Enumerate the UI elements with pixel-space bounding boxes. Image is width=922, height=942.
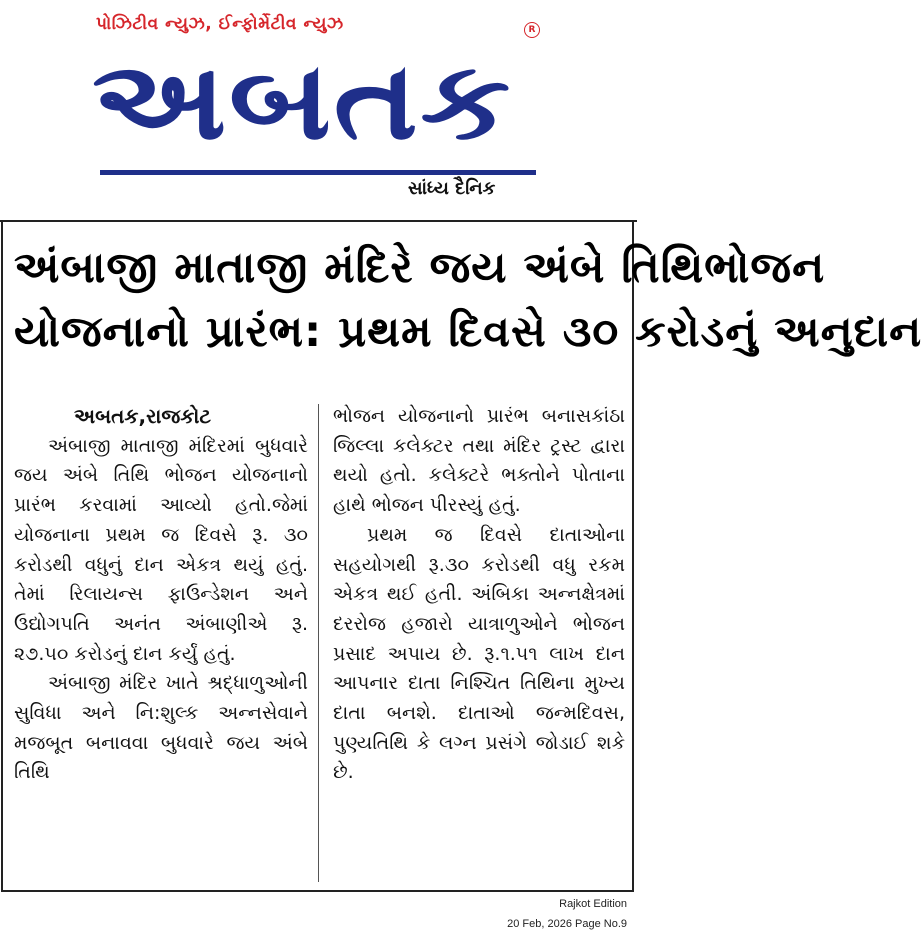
headline-line-1: અંબાજી માતાજી મંદિરે જય અંબે તિથિભોજન xyxy=(14,243,826,293)
date-page-label: 20 Feb, 2026 Page No.9 xyxy=(507,918,627,930)
article-headline xyxy=(14,236,922,364)
masthead xyxy=(0,0,637,218)
registered-trademark-icon: R xyxy=(524,22,540,38)
article-column-left xyxy=(14,402,308,788)
publication-type: સાંધ્ય દૈનિક xyxy=(408,178,496,199)
article-byline: અબતક,રાજકોટ xyxy=(74,404,212,428)
masthead-tagline: પોઝિટીવ ન્યુઝ, ઈન્ફોર્મેટીવ ન્યુઝ xyxy=(96,14,344,34)
column-divider xyxy=(318,404,319,882)
headline-line-2: યોજનાનો પ્રારંભ: પ્રથમ દિવસે ૩૦ કરોડનું અનુદાન xyxy=(14,307,922,357)
article-paragraph: અંબાજી મંદિર ખાતે શ્રદ્ધાળુઓની સુવિધા અને નિ:શુલ્ક અન્નસેવાને મજબૂત બનાવવા બુધવારે જય અંબે તિથિ xyxy=(14,672,308,784)
article-column-right xyxy=(333,402,625,788)
edition-label: Rajkot Edition xyxy=(559,898,627,910)
article-paragraph: ભોજન યોજનાનો પ્રારંભ બનાસકાંઠા જિલ્લા કલેક્ટર તથા મંદિર ટ્રસ્ટ દ્વારા થયો હતો. કલેક્ટરે ભક્તોને પોતાના હાથે ભોજન પીરસ્યું હતું. xyxy=(333,405,625,517)
newspaper-logo: અબતક xyxy=(92,39,513,164)
logo-underline xyxy=(100,170,536,175)
article-paragraph: અંબાજી માતાજી મંદિરમાં બુધવારે જય અંબે તિથિ ભોજન યોજનાનો પ્રારંભ કરવામાં આવ્યો હતો.જેમાં યોજનાના પ્રથમ જ દિવસે રૂ. ૩૦ કરોડથી વધુનું દાન એકત્ર થયું હતું. તેમાં રિલાયન્સ ફાઉન્ડેશન અને ઉદ્યોગપતિ અનંત અંબાણીએ રૂ. ૨૭.૫૦ કરોડનું દાન કર્યું હતું. xyxy=(14,434,308,665)
article-paragraph: પ્રથમ જ દિવસે દાતાઓના સહયોગથી રૂ.૩૦ કરોડથી વધુ રકમ એકત્ર થઈ હતી. અંબિકા અન્નક્ષેત્રમાં દરરોજ હજારો યાત્રાળુઓને ભોજન પ્રસાદ અપાય છે. રૂ.૧.૫૧ લાખ દાન આપનાર દાતા નિશ્ચિત તિથિના મુખ્ય દાતા બનશે. દાતાઓ જન્મદિવસ, પુણ્યતિથિ કે લગ્ન પ્રસંગે જોડાઈ શકે છે. xyxy=(333,523,625,784)
